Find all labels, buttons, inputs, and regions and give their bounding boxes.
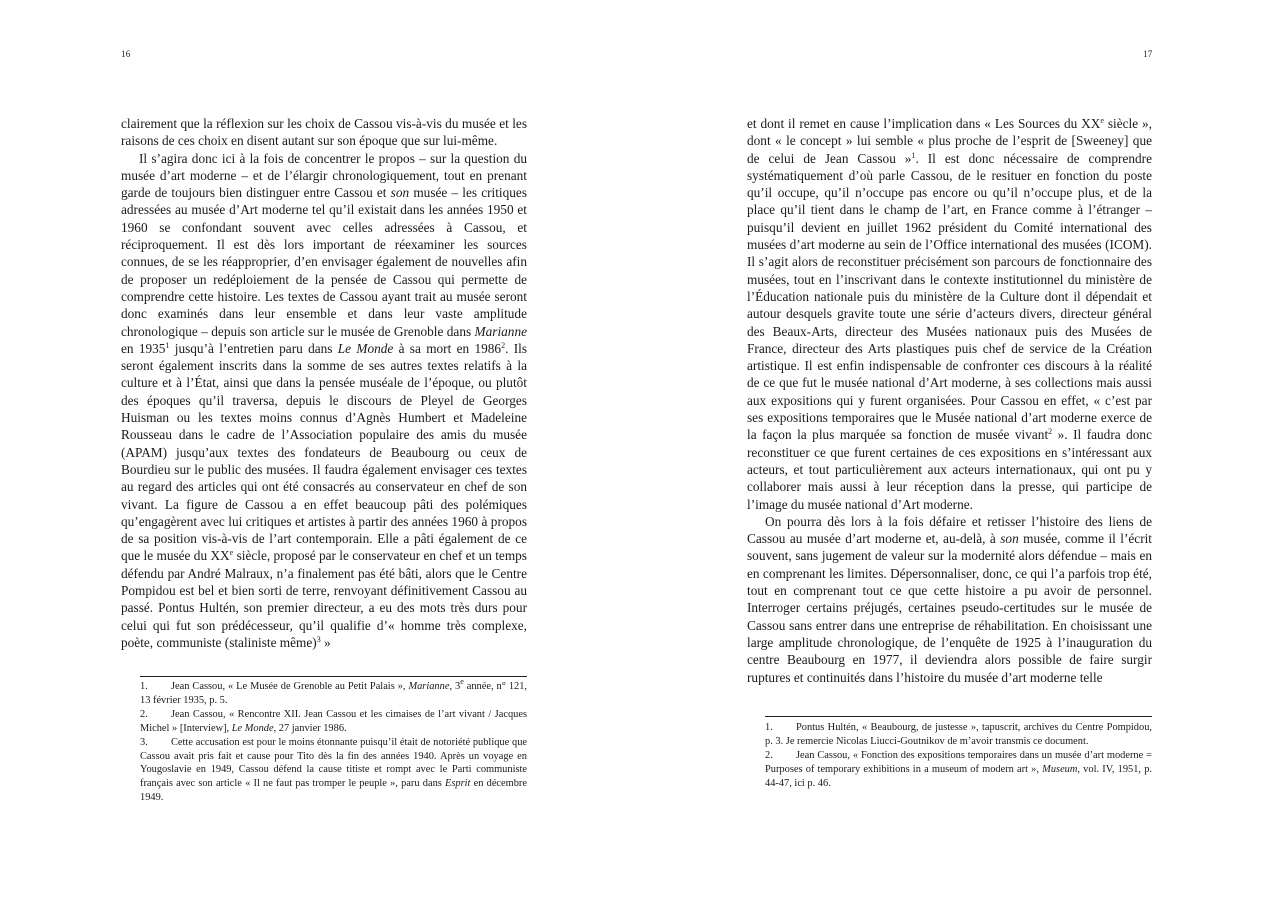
footnote-ref: 2	[1048, 427, 1053, 437]
footnote: 1. Pontus Hultén, « Beaubourg, de justesse », tapuscrit, archives du Centre Pompidou, p. 3. Je remercie Nicolas Liucci-Goutnikov de m’avoir transmis ce document.	[765, 722, 1152, 747]
footnote-divider-left	[140, 676, 527, 677]
body-paragraph: clairement que la réflexion sur les choix de Cassou vis-à-vis du musée et les raisons de ces choix en disent autant sur son époque que sur lui-même.	[121, 116, 527, 149]
footnote-ref: 3	[316, 634, 321, 644]
footnote: 2. Jean Cassou, « Fonction des expositions temporaires dans un musée d’art moderne = Purposes of temporary exhibitions in a museum of modern art », Museum, vol. IV, 1951, p. 44-47, ici p. 46.	[765, 749, 1153, 789]
body-paragraph: On pourra dès lors à la fois défaire et retisser l’histoire des liens de Cassou au musée d’art moderne et, au-delà, à son musée, comme il l’écrit souvent, sans jugement de valeur sur la modernité alors défendue – mais en en comprenant les limites. Dépersonnaliser, donc, ce qui l’a parfois trop été, tout en comprenant tout ce que cette histoire a pu avoir de personnel. Interroger certains préjugés, certaines pseudo-certitudes sur le musée de Cassou sans entrer dans une entreprise de réhabilitation. En choisissant une large amplitude chronologique, de l’enquête de 1925 à l’inauguration du centre Beaubourg en 1977, il deviendra alors possible de faire surgir ruptures et continuités dans l’histoire du musée d’art moderne telle	[747, 513, 1153, 685]
footnote-ref: 2	[501, 340, 506, 350]
footnote: 1. Jean Cassou, « Le Musée de Grenoble au Petit Palais », Marianne, 3e année, n° 121, 13 février 1935, p. 5.	[140, 677, 528, 706]
body-paragraph: Il s’agira donc ici à la fois de concentrer le propos – sur la question du musée d’art moderne – et de l’élargir chronologiquement, tout en prenant garde de toujours bien distinguer entre Cassou et son musée – les critiques adressées au musée d’Art moderne tel qu’il existait dans les années 1950 et 1960 se confondant souvent avec celles adressées à Cassou, et réciproquement. Il est dès lors important de réexaminer les sources connues, de se les réapproprier, d’en envisager également de nouvelles afin de proposer un redéploiement de la pensée de Cassou qui permette de comprendre cette histoire. Les textes de Cassou ayant trait au musée seront donc examinés dans leur ensemble et dans leur vaste amplitude chronologique – depuis son article sur le musée de Grenoble dans Marianne en 1935$^1$ jusqu’à l’entretien paru dans Le Monde à sa mort en 1986$^2$. Ils seront également inscrits dans la somme de ses autres textes relatifs à la culture et à l’État, ainsi que dans la pensée muséale de l’époque, ou plutôt des époques qu’il traversa, depuis le discours de Pleyel de Georges Huisman ou les textes moins connus d’Agnès Humbert et Madeleine Rousseau dans le cadre de l’Association populaire des amis du musée (APAM) jusqu’aux textes des fondateurs de Beaubourg ou ceux de Bourdieu sur le public des musées. Il faudra également envisager ces textes au regard des articles qui ont été consacrés au conservateur en chef de son vivant. La figure de Cassou a en effet beaucoup pâti des polémiques qu’engagèrent avec lui critiques et artistes à partir des années 1960 à propos de sa position vis-à-vis de l’art contemporain. Elle a pâti également de ce que le musée du XXe siècle, proposé par le conservateur en chef et un temps défendu par André Malraux, n’a finalement pas été bâti, alors que le Centre Pompidou est bel et bien sorti de terre, renvoyant définitivement Cassou au passé. Pontus Hultén, son premier directeur, a eu des mots très durs pour celui qui fut son prédécesseur, qu’il qualifie d’« homme très complexe, poète, communiste (staliniste même)$^3$ »	[121, 150, 528, 650]
footnote-ref: 1	[165, 340, 170, 350]
page-number-left: 16	[121, 49, 131, 59]
footnote: 3. Cette accusation est pour le moins étonnante puisqu’il était de notoriété publique que Cassou avait pris fait et cause pour Tito dès la fin des années 1940. Après un voyage en Yougoslavie en 1949, Cassou défend la cause titiste et rompt avec le Parti communiste français avec son article « Il ne faut pas tromper le peuple », paru dans Esprit en décembre 1949.	[140, 736, 528, 804]
footnote-divider-right	[765, 716, 1152, 717]
page-number-right: 17	[1143, 49, 1153, 59]
right-page-body	[747, 115, 1152, 686]
body-paragraph: et dont il remet en cause l’implication dans « Les Sources du XXe siècle », dont « le concept » lui semble « plus proche de l’esprit de [Sweeney] que de celui de Jean Cassou »$^1$. Il est donc nécessaire de comprendre systématiquement d’où parle Cassou, de le resituer en fonction du poste qu’il occupe, qu’il n’occupe pas encore ou qu’il n’occupe plus, et de la place qu’il tient dans le champ de l’art, en France comme à l’étranger – puisqu’il devient en juillet 1962 président du Comité international des musées d’art moderne au sein de l’Office international des musées (ICOM). Il s’agit alors de reconstituer précisément son parcours de fonctionnaire des musées, tout en l’inscrivant dans le contexte institutionnel du ministère de l’Éducation nationale puis du ministère de la Culture dont il dépendait et autour desquels gravite toute une série d’acteurs divers, directeur général des Beaux-Arts, directeur des Musées nationaux puis des Musées de France, directeur des Arts plastiques puis chef de service de la Création artistique. Il est enfin indispensable de confronter ces discours à la réalité de ce que fut le musée national d’Art moderne, à ses collections mais aussi aux expositions qui y furent organisées. Pour Cassou en effet, « c’est par ses expositions temporaires que le Musée national d’art moderne exerce de la façon la plus marquée sa fonction de musée vivant$^2$ ». Il faudra donc reconstituer ce que furent certaines de ces expositions en s’intéressant aux acteurs, et tout particulièrement aux acteurs internationaux, qui ont pu y collaborer mais aussi à leur réception dans la presse, qui participe de l’image du musée national d’Art moderne.	[747, 116, 1152, 512]
left-footnotes	[140, 677, 528, 805]
right-footnotes	[765, 721, 1152, 791]
footnote: 2. Jean Cassou, « Rencontre XII. Jean Cassou et les cimaises de l’art vivant / Jacques Michel » [Interview], Le Monde, 27 janvier 1986.	[140, 708, 527, 734]
footnote-ref: 1	[911, 150, 916, 160]
left-page-body	[121, 115, 527, 651]
